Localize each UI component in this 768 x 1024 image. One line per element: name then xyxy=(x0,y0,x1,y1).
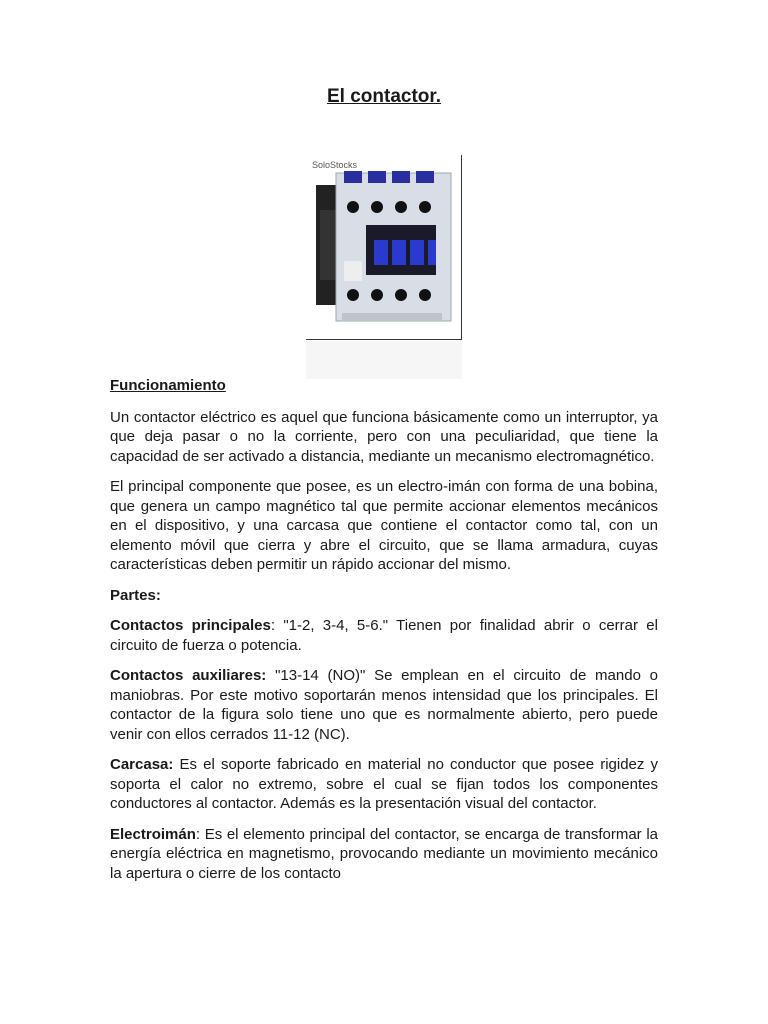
part-item xyxy=(110,755,658,814)
part-label: Contactos auxiliares: xyxy=(110,667,267,684)
part-item xyxy=(110,825,658,884)
figure-caption-area xyxy=(306,341,462,379)
figure-frame xyxy=(306,155,462,340)
document-body xyxy=(110,376,658,894)
part-sep xyxy=(266,667,275,684)
part-text: Es el soporte fabricado en material no conductor que posee rigidez y soporta el calor no extremo, sobre el cual se fijan todos los componentes conductores al contactor. Además es la presentación visual del contactor. xyxy=(110,756,659,812)
paragraph: Un contactor eléctrico es aquel que funciona básicamente como un interruptor, ya que deja pasar o no la corriente, pero con una peculiaridad, que tiene la capacidad de ser activado a distancia, mediante un mecanismo electromagnético. xyxy=(110,408,658,465)
part-item xyxy=(110,616,658,655)
part-sep: : xyxy=(270,617,284,634)
part-sep: : xyxy=(195,825,205,843)
page-title: El contactor. xyxy=(326,86,442,107)
part-label: Electroimán xyxy=(110,825,196,843)
contactor-image xyxy=(306,155,461,339)
part-text: "1-2, 3-4, 5-6." Tienen por finalidad abrir o cerrar el circuito de fuerza o potencia. xyxy=(110,617,658,654)
part-label: Carcasa: xyxy=(110,756,174,773)
part-item xyxy=(110,666,658,744)
part-text: Es el elemento principal del contactor, se encarga de transformar la energía eléctrica en magnetismo, provocando mediante un movimiento mecánico la apertura o cierre de los contacto xyxy=(110,825,658,882)
contactor-figure xyxy=(306,155,462,379)
part-label: Contactos principales xyxy=(110,617,271,634)
paragraph: El principal componente que posee, es un electro-imán con forma de una bobina, que genera un campo magnético tal que permite accionar elementos mecánicos en el dispositivo, y una carcasa que contiene el contactor como tal, con un elemento móvil que cierra y abre el circuito, que se llama armadura, cuyas características deben permitir un rápido accionar del mismo. xyxy=(110,478,658,573)
part-text: "13-14 (NO)" Se emplean en el circuito de mando o maniobras. Por este motivo soportarán menos intensidad que los principales. El contactor de la figura solo tiene uno que es normalmente abierto, pero puede venir con ellos cerrados 11-12 (NC). xyxy=(110,667,659,743)
watermark: SoloStocks xyxy=(312,160,358,170)
section-heading: Funcionamiento xyxy=(110,377,226,394)
parts-heading: Partes: xyxy=(110,586,161,604)
